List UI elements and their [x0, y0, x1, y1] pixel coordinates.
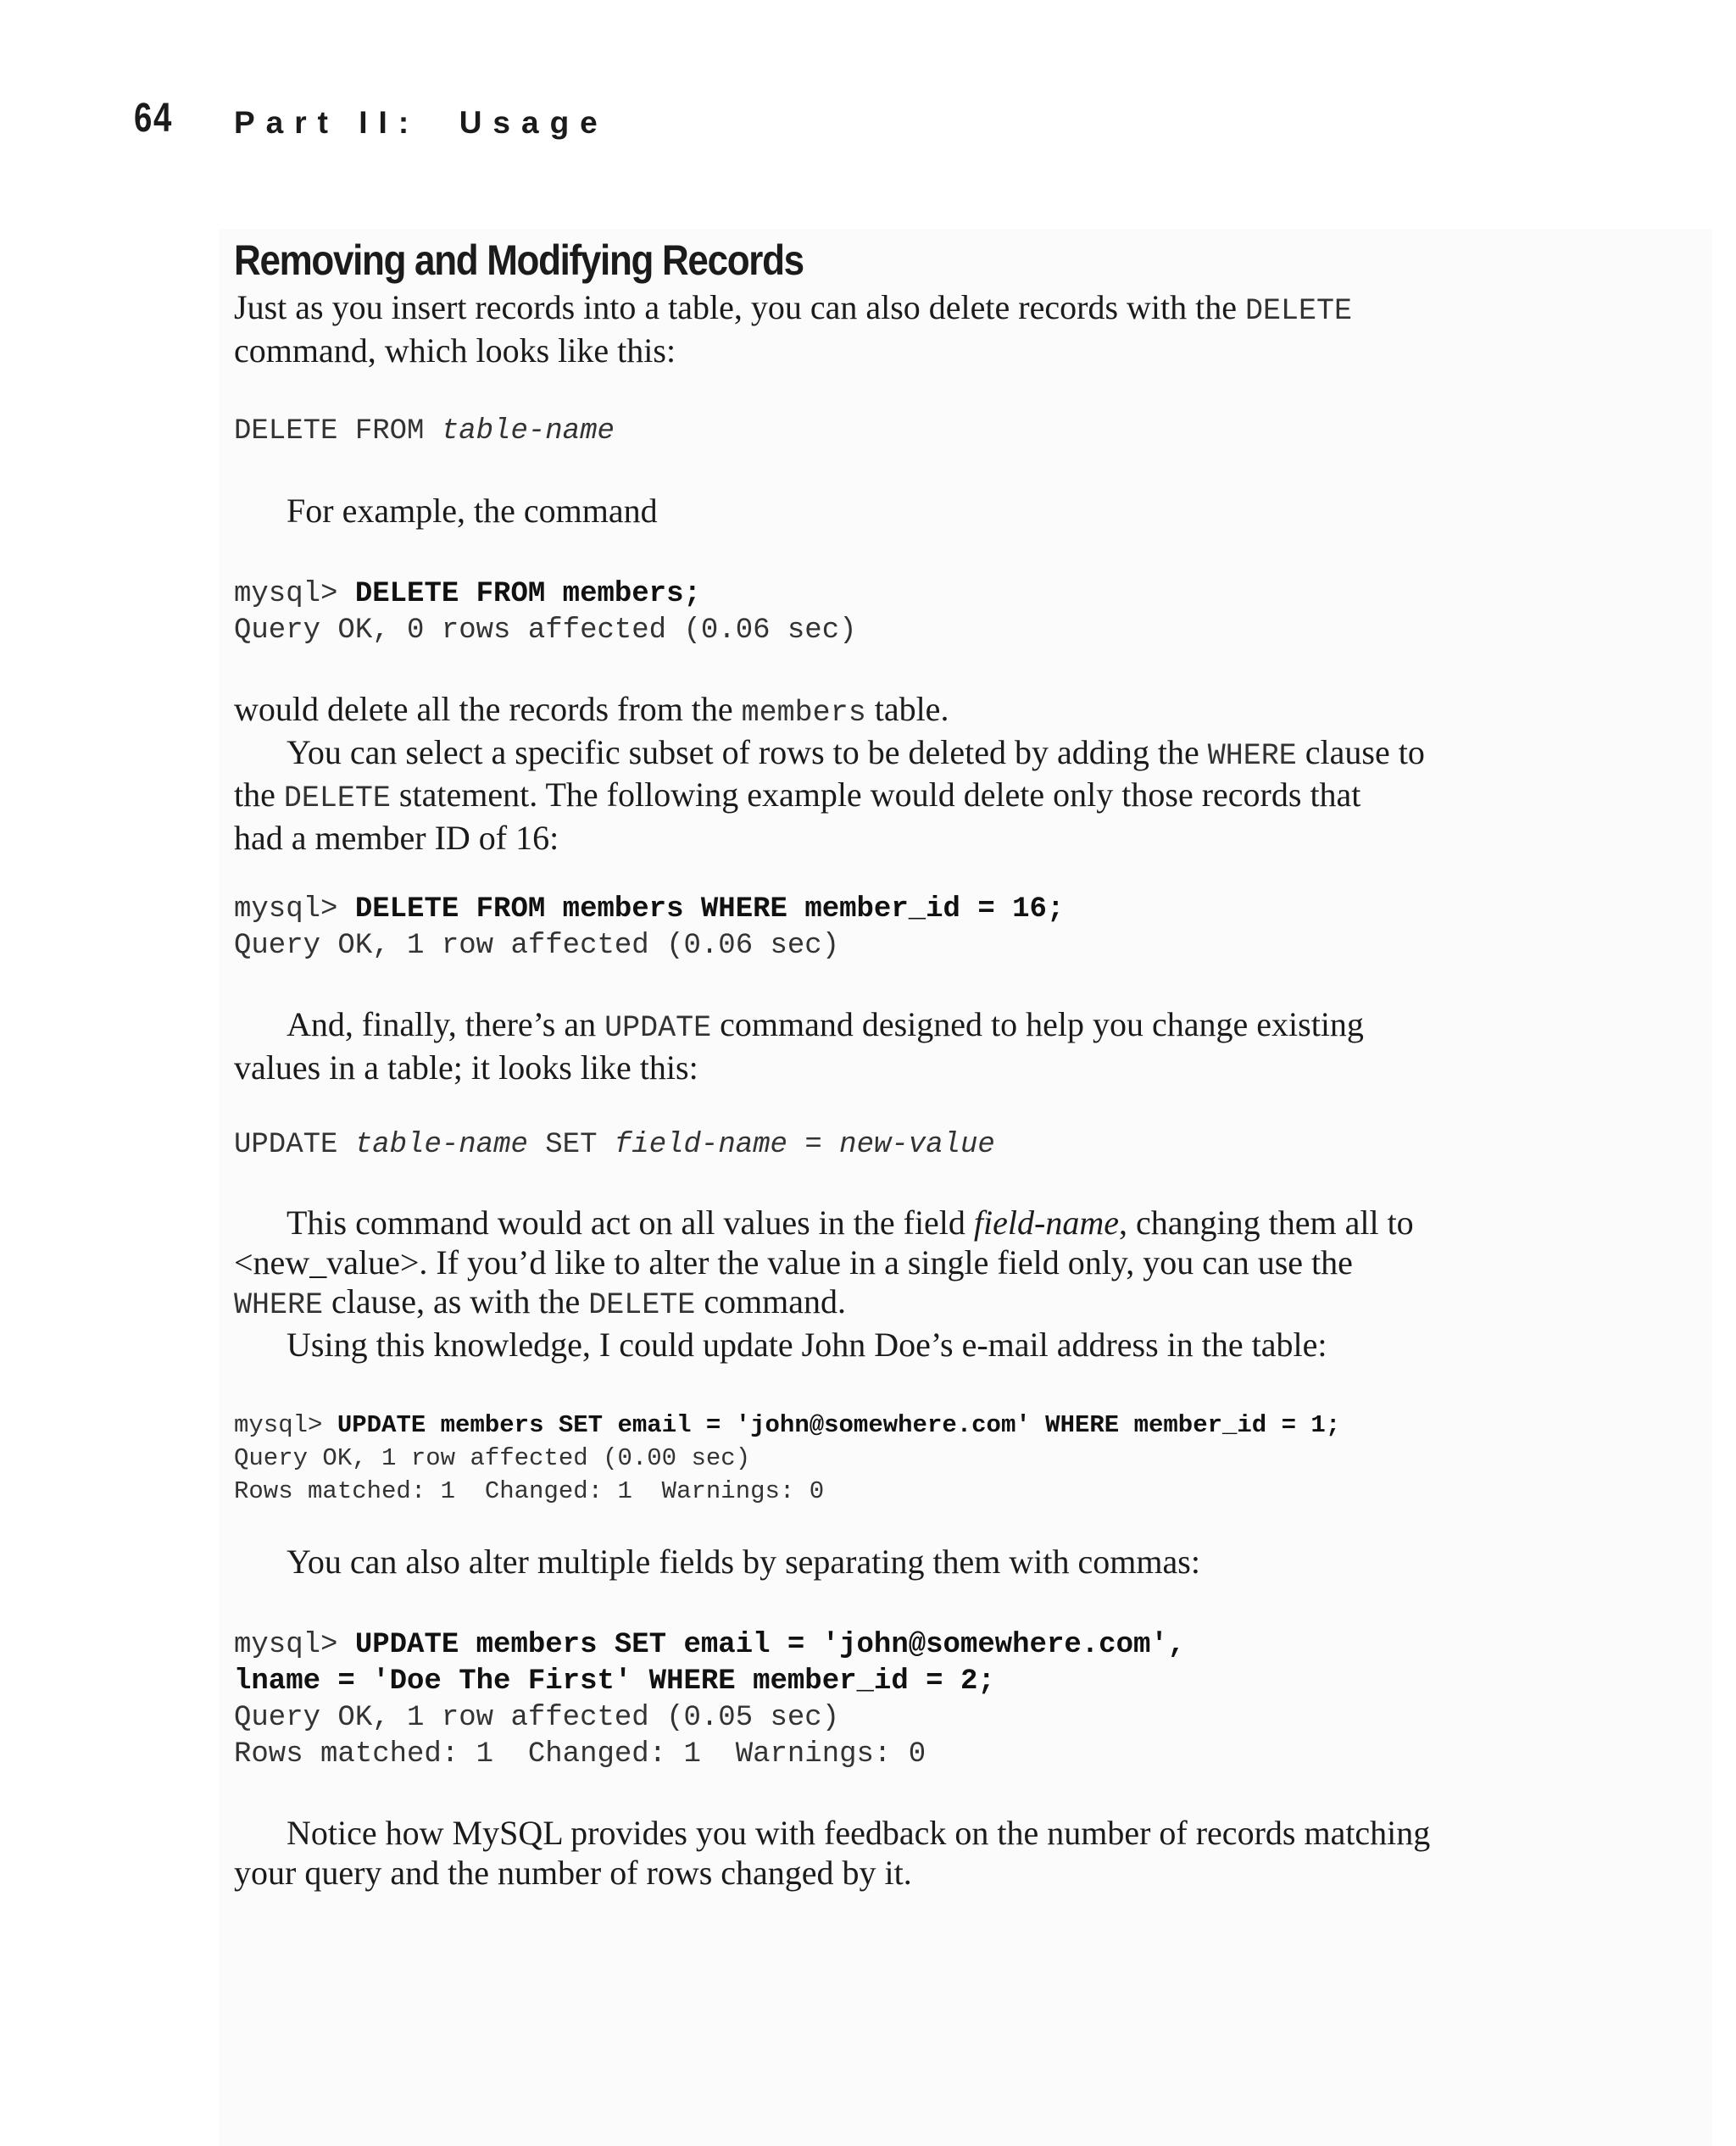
inline-code-update: UPDATE — [604, 1011, 712, 1045]
inline-code-delete: DELETE — [588, 1288, 696, 1322]
paragraph-feedback: Notice how MySQL provides you with feedback on the number of records matching your query and the number of rows changed by it. — [234, 1814, 1431, 1892]
inline-code-delete: DELETE — [1245, 294, 1353, 328]
syntax-delete: DELETE FROM table-name — [234, 415, 615, 448]
query-stats: Rows matched: 1 Changed: 1 Warnings: 0 — [234, 1477, 825, 1505]
code-block-update-multiple — [234, 1627, 1185, 1773]
emphasis-field-name: field-name — [973, 1204, 1119, 1242]
paragraph-delete-explained: would delete all the records from the members table. You can select a specific subset of rows to be deleted by adding the WHERE clause to the DELETE statement. The following example would delete only those records that had a member ID of 16: — [234, 690, 1425, 857]
sql-command: DELETE FROM members; — [354, 578, 701, 610]
paragraph-update-explained: This command would act on all values in the field field-name, changing them all to <new_value>. If you’d like to alter the value in a single field only, you can use the WHERE clause, as with the DELETE command. Using this knowledge, I could update John Doe’s e-mail address in the table: — [234, 1204, 1414, 1364]
code-block-delete-where — [234, 892, 1064, 965]
paragraph-multiple-fields: You can also alter multiple fields by separating them with commas: — [287, 1543, 1200, 1581]
query-result: Query OK, 1 row affected (0.05 sec) — [234, 1702, 840, 1734]
sql-command: UPDATE members SET email = 'john@somewhere.com' WHERE member_id = 1; — [337, 1411, 1341, 1439]
query-result: Query OK, 1 row affected (0.06 sec) — [234, 930, 840, 962]
mysql-prompt: mysql> — [234, 578, 355, 610]
sql-command: UPDATE members SET email = 'john@somewhere.com', — [354, 1629, 1186, 1661]
placeholder-table-name: table-name — [441, 415, 615, 448]
query-result: Query OK, 1 row affected (0.00 sec) — [234, 1444, 751, 1472]
paragraph-example: For example, the command — [287, 492, 658, 530]
code-block-delete-all — [234, 576, 857, 649]
sql-command-continued: lname = 'Doe The First' WHERE member_id = 2; — [234, 1665, 995, 1698]
paragraph-update-intro: And, finally, there’s an UPDATE command designed to help you change existing values in a table; it looks like this: — [234, 1005, 1364, 1087]
paragraph-intro: Just as you insert records into a table, you can also delete records with the DELETE command, which looks like this: — [234, 288, 1353, 370]
running-head: Part II: Usage — [234, 105, 609, 140]
inline-code-delete: DELETE — [283, 781, 391, 815]
sql-command: DELETE FROM members WHERE member_id = 16; — [354, 893, 1065, 926]
query-stats: Rows matched: 1 Changed: 1 Warnings: 0 — [234, 1738, 926, 1771]
code-block-update-single — [234, 1409, 1340, 1508]
mysql-prompt: mysql> — [234, 1411, 337, 1439]
syntax-update: UPDATE table-name SET field-name = new-value — [234, 1129, 995, 1161]
page-number: 64 — [134, 96, 173, 141]
query-result: Query OK, 0 rows affected (0.06 sec) — [234, 614, 857, 647]
inline-code-members: members — [741, 696, 866, 730]
inline-code-where: WHERE — [234, 1288, 324, 1322]
inline-code-where: WHERE — [1207, 738, 1297, 773]
mysql-prompt: mysql> — [234, 893, 355, 926]
section-title: Removing and Modifying Records — [234, 236, 804, 284]
mysql-prompt: mysql> — [234, 1629, 355, 1661]
